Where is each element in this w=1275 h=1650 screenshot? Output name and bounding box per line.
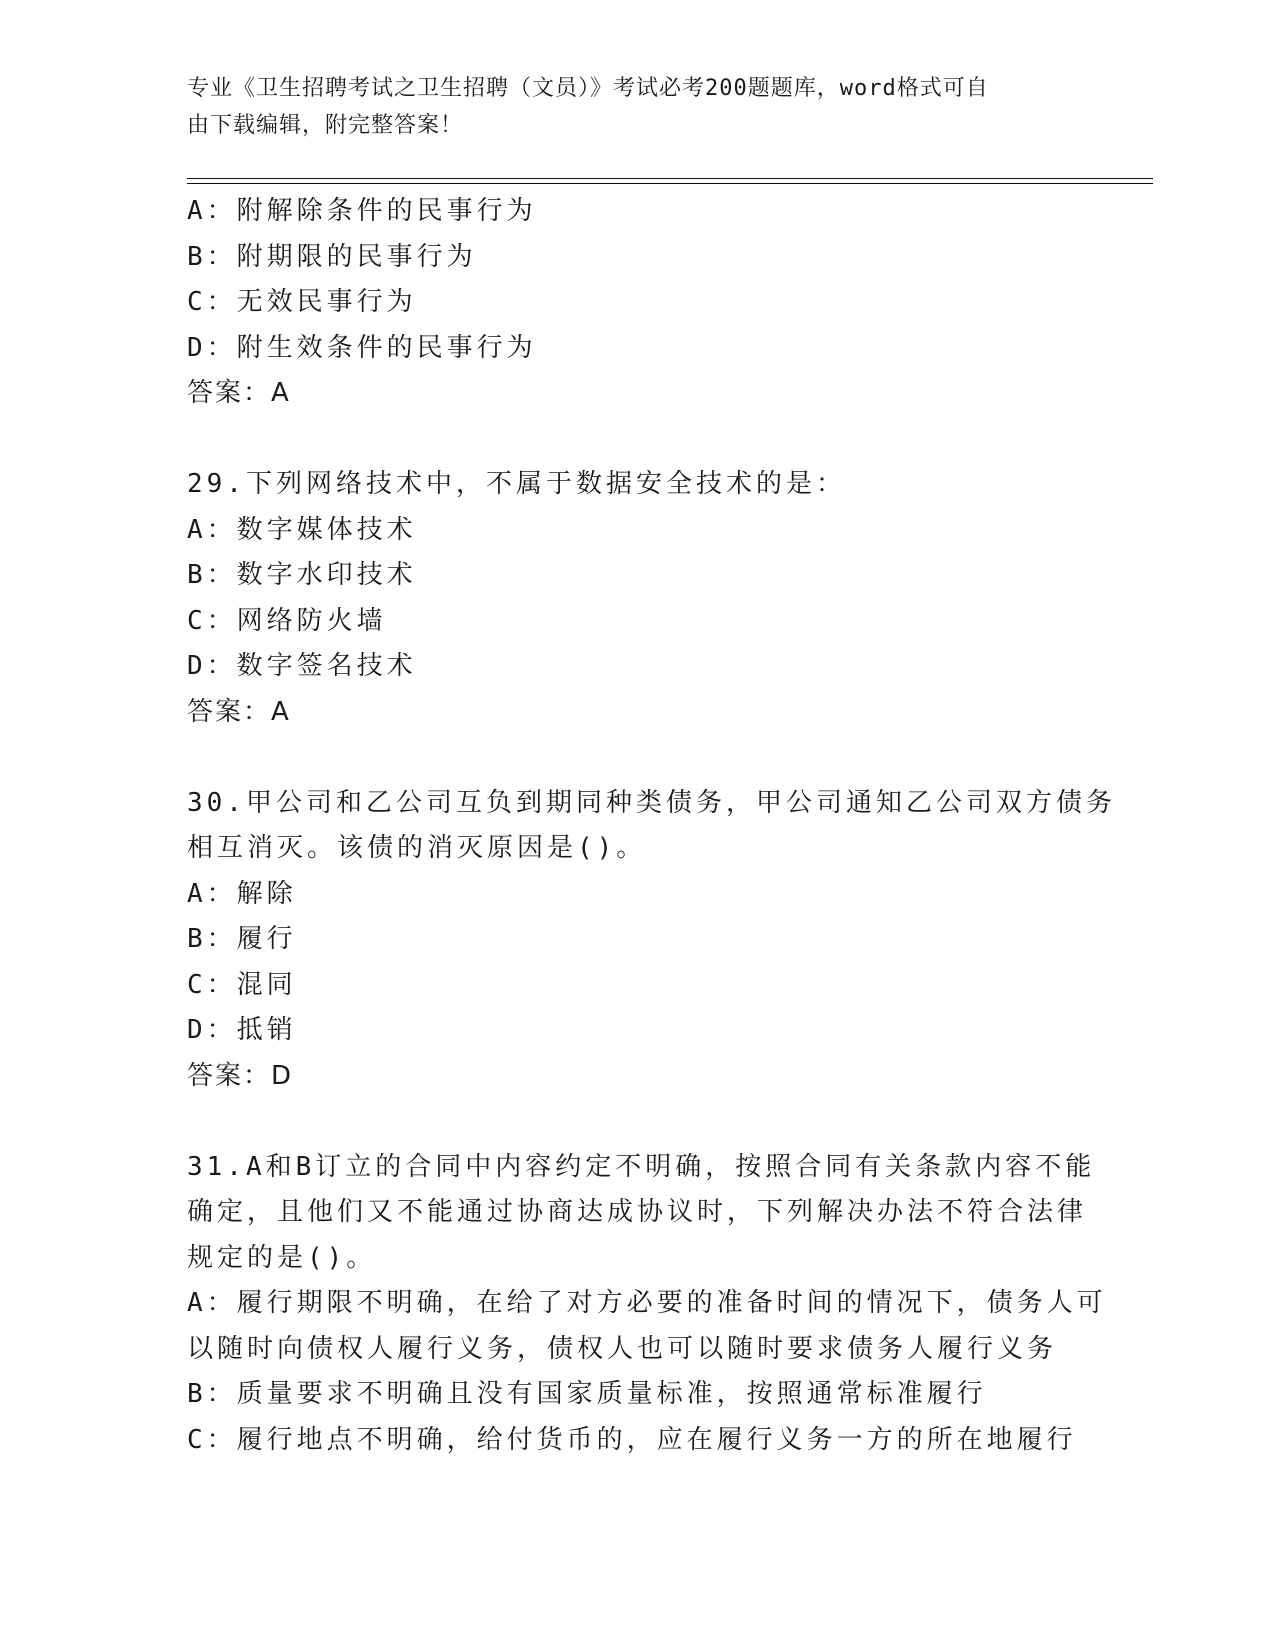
answer-line: 答案：D	[187, 1060, 294, 1091]
question-text-line-1: 30.甲公司和乙公司互负到期同种类债务，甲公司通知乙公司双方债务	[187, 787, 1116, 818]
option-b: B：质量要求不明确且没有国家质量标准，按照通常标准履行	[187, 1379, 987, 1409]
question-text: 29.下列网络技术中，不属于数据安全技术的是：	[187, 469, 846, 499]
answer-line: 答案：A	[187, 696, 291, 727]
option-a-line-2: 以随时向债权人履行义务，债权人也可以随时要求债务人履行义务	[187, 1333, 1058, 1364]
option-a-line-1: A：履行期限不明确，在给了对方必要的准备时间的情况下，债务人可	[187, 1288, 1107, 1318]
option-a: A：数字媒体技术	[187, 514, 417, 545]
option-d: D：数字签名技术	[187, 651, 417, 681]
option-d: D：抵销	[187, 1015, 297, 1045]
option-c: C：履行地点不明确，给付货币的，应在履行义务一方的所在地履行	[187, 1424, 1077, 1455]
spacer	[187, 735, 1087, 781]
header-line-1: 专业《卫生招聘考试之卫生招聘（文员）》考试必考200题题库，word格式可自	[187, 76, 989, 101]
option-d: D：附生效条件的民事行为	[187, 332, 537, 363]
question-28	[187, 189, 1087, 417]
option-a: A：解除	[187, 878, 297, 909]
spacer	[187, 1099, 1087, 1145]
option-b: B：数字水印技术	[187, 560, 417, 590]
spacer	[187, 417, 1087, 463]
option-a: A：附解除条件的民事行为	[187, 196, 537, 226]
question-31	[187, 1145, 1107, 1464]
option-c: C：混同	[187, 969, 297, 1000]
question-30	[187, 781, 1116, 1100]
question-text-line-2: 确定，且他们又不能通过协商达成协议时，下列解决办法不符合法律	[187, 1197, 1088, 1227]
header-divider	[187, 178, 1153, 184]
option-c: C：网络防火墙	[187, 605, 387, 636]
question-text-line-3: 规定的是()。	[187, 1242, 377, 1273]
option-b: B：附期限的民事行为	[187, 241, 477, 272]
question-text-line-2: 相互消灭。该债的消灭原因是()。	[187, 833, 647, 863]
question-text-line-1: 31.A和B订立的合同中内容约定不明确，按照合同有关条款内容不能	[187, 1151, 1096, 1182]
option-c: C：无效民事行为	[187, 287, 417, 317]
question-29	[187, 462, 1087, 735]
header-line-2: 由下载编辑，附完整答案！	[187, 113, 464, 138]
answer-line: 答案：A	[187, 378, 291, 408]
option-b: B：履行	[187, 924, 297, 954]
question-content	[187, 189, 1116, 1463]
document-header	[187, 70, 1067, 144]
